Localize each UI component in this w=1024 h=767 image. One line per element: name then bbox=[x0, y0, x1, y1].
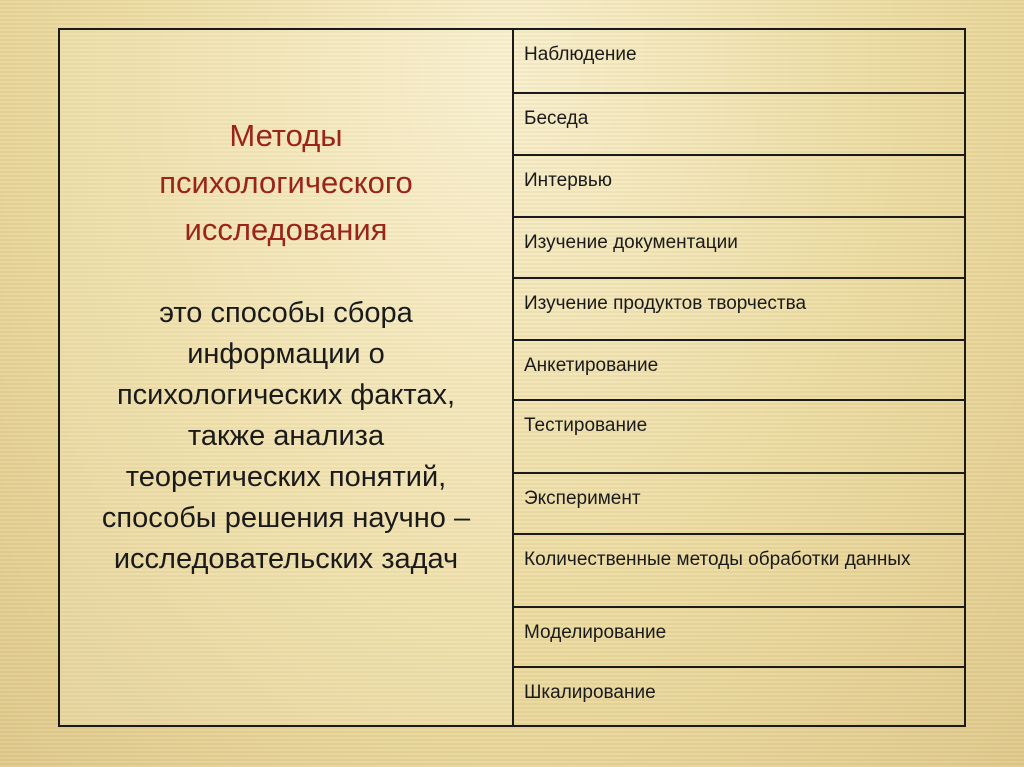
method-row: Наблюдение bbox=[514, 30, 964, 94]
method-row: Шкалирование bbox=[524, 682, 656, 703]
method-row: Количественные методы обработки данных bbox=[514, 535, 964, 608]
method-row: Эксперимент bbox=[514, 474, 964, 535]
method-row: Беседа bbox=[514, 94, 964, 156]
method-row: Моделирование bbox=[514, 608, 964, 668]
slide-title: Методы психологического исследования bbox=[159, 118, 413, 247]
method-row: Изучение документации bbox=[514, 218, 964, 279]
method-row: Анкетирование bbox=[514, 341, 964, 401]
methods-list bbox=[514, 30, 964, 725]
method-row: Тестирование bbox=[514, 401, 964, 474]
methods-table bbox=[58, 28, 966, 727]
method-row: Интервью bbox=[514, 156, 964, 218]
method-row: Изучение продуктов творчества bbox=[514, 279, 964, 341]
definition-text: это способы сбора информации о психологических фактах, также анализа теоретических понятий, способы решения научно – исследовательских задач bbox=[101, 297, 471, 575]
definition-cell bbox=[60, 30, 514, 725]
